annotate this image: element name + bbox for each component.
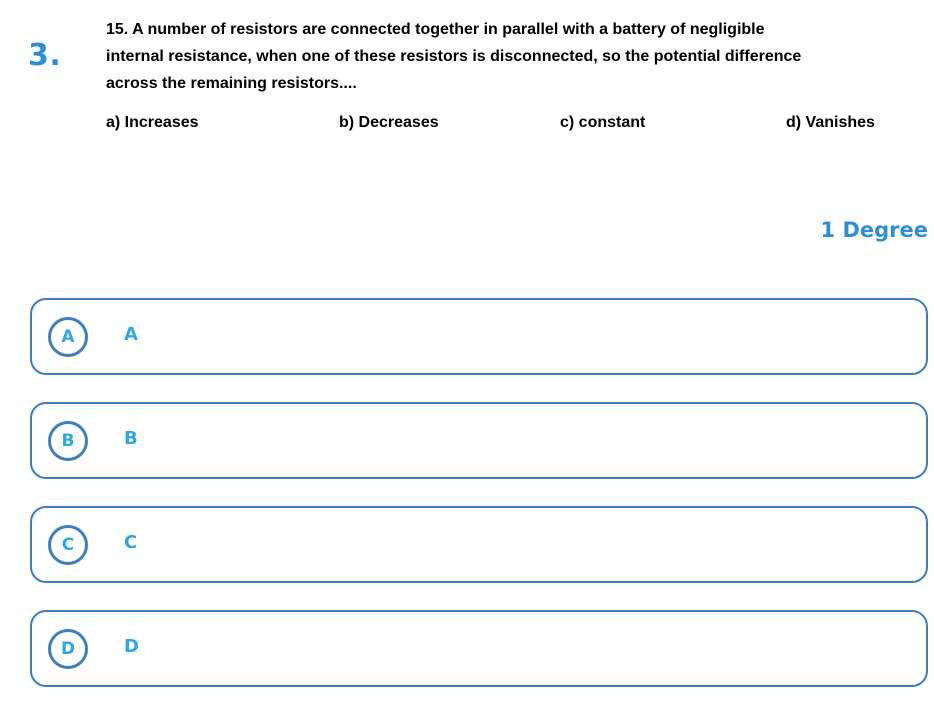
answer-option-c[interactable] [30, 506, 928, 583]
question-line-3: across the remaining resistors.... [106, 75, 357, 92]
answer-option-d[interactable] [30, 610, 928, 687]
answer-badge-b: B [48, 421, 88, 461]
answer-badge-d: D [48, 629, 88, 669]
answer-options [30, 298, 928, 714]
choice-b: b) Decreases [339, 114, 439, 131]
question-line-2: internal resistance, when one of these resistors is disconnected, so the potential difference [106, 48, 802, 65]
answer-label-d: D [124, 636, 139, 657]
question-choices [0, 114, 934, 138]
choice-d: d) Vanishes [786, 114, 875, 131]
answer-badge-a: A [48, 317, 88, 357]
degree-label: 1 Degree [820, 218, 928, 242]
question-line-1: 15. A number of resistors are connected together in parallel with a battery of negligible [106, 21, 765, 38]
question-text [106, 16, 906, 97]
answer-option-a[interactable] [30, 298, 928, 375]
question-number: 3. [28, 38, 62, 73]
answer-label-a: A [124, 324, 138, 345]
answer-option-b[interactable] [30, 402, 928, 479]
answer-label-b: B [124, 428, 138, 449]
choice-a: a) Increases [106, 114, 199, 131]
answer-badge-c: C [48, 525, 88, 565]
choice-c: c) constant [560, 114, 646, 131]
answer-label-c: C [124, 532, 138, 553]
